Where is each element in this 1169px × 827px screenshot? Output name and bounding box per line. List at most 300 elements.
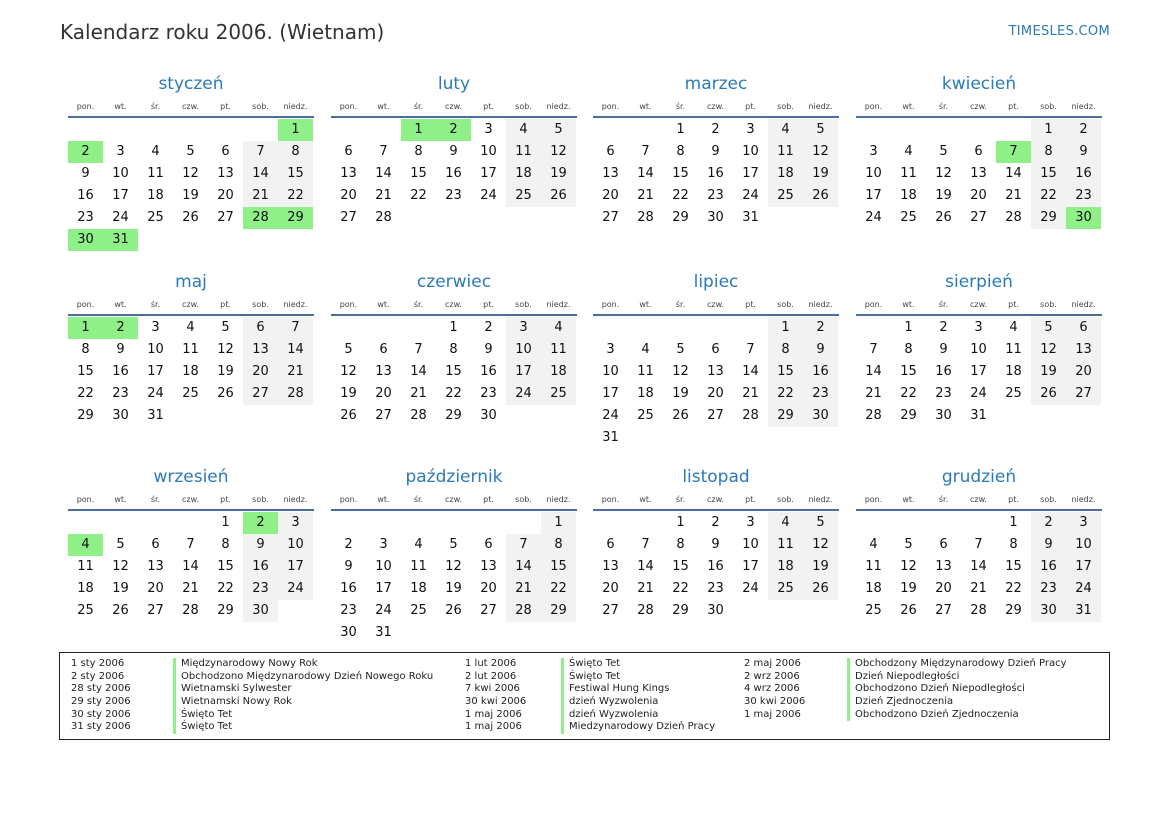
day-cell: 25 — [410, 603, 427, 618]
day-cell: 2 — [939, 320, 948, 335]
day-cell: 30 — [243, 600, 278, 622]
day-cell: 14 — [182, 559, 199, 574]
day-cell: 17 — [480, 166, 497, 181]
day-cell: 6 — [484, 537, 493, 552]
day-cell: 14 — [1005, 166, 1022, 181]
day-cell: 6 — [606, 537, 615, 552]
day-cell: 13 — [217, 166, 234, 181]
day-grid — [593, 317, 839, 449]
day-cell: 21 — [1005, 188, 1022, 203]
day-cell: 2 — [344, 537, 353, 552]
day-cell: 27 — [1066, 383, 1101, 405]
day-cell: 8 — [768, 339, 803, 361]
day-cell: 13 — [935, 559, 952, 574]
day-cell: 5 — [803, 512, 838, 534]
day-cell: 28 — [506, 600, 541, 622]
legend-date: 1 sty 2006 — [71, 658, 125, 669]
weekday-label: pt. — [483, 300, 494, 309]
day-cell: 20 — [243, 361, 278, 383]
day-cell: 7 — [746, 342, 755, 357]
header-rule — [331, 509, 577, 511]
day-cell: 16 — [1066, 163, 1101, 185]
day-cell: 3 — [606, 342, 615, 357]
day-cell: 24 — [480, 188, 497, 203]
day-cell: 27 — [375, 408, 392, 423]
day-cell: 30 — [707, 210, 724, 225]
day-cell: 23 — [707, 188, 724, 203]
brand-link[interactable]: TIMESLES.COM — [1008, 24, 1110, 39]
legend-date: 30 kwi 2006 — [744, 696, 806, 708]
day-grid — [68, 119, 314, 251]
day-cell: 12 — [1031, 339, 1066, 361]
day-cell: 13 — [480, 559, 497, 574]
day-cell: 12 — [445, 559, 462, 574]
day-cell: 28 — [865, 408, 882, 423]
day-cell: 24 — [970, 386, 987, 401]
day-cell: 15 — [768, 361, 803, 383]
day-cell: 17 — [742, 166, 759, 181]
day-cell: 14 — [637, 559, 654, 574]
day-cell: 12 — [803, 141, 838, 163]
holiday-day-cell: 2 — [436, 119, 471, 141]
empty-day-cell — [628, 317, 663, 339]
day-cell: 16 — [77, 188, 94, 203]
legend-holiday-name: Obchodzono Dzień Niepodległości — [847, 683, 1067, 696]
holiday-day-cell: 2 — [243, 512, 278, 534]
empty-day-cell — [173, 119, 208, 141]
day-cell: 20 — [480, 581, 497, 596]
day-cell: 25 — [182, 386, 199, 401]
day-cell: 10 — [1066, 534, 1101, 556]
day-grid — [68, 512, 314, 622]
day-cell: 16 — [445, 166, 462, 181]
empty-day-cell — [663, 317, 698, 339]
day-cell: 26 — [445, 603, 462, 618]
day-cell: 22 — [410, 188, 427, 203]
day-cell: 24 — [742, 188, 759, 203]
day-cell: 3 — [116, 144, 125, 159]
weekday-label: niedz. — [1071, 300, 1096, 309]
day-cell: 23 — [445, 188, 462, 203]
day-cell: 8 — [278, 141, 313, 163]
day-cell: 29 — [541, 600, 576, 622]
day-cell: 1 — [541, 512, 576, 534]
day-cell: 30 — [935, 408, 952, 423]
day-cell: 17 — [865, 188, 882, 203]
empty-day-cell — [593, 317, 628, 339]
day-cell: 16 — [112, 364, 129, 379]
day-cell: 6 — [243, 317, 278, 339]
weekday-label: pt. — [1008, 102, 1019, 111]
day-cell: 19 — [340, 386, 357, 401]
weekday-header — [68, 98, 314, 116]
empty-day-cell — [243, 119, 278, 141]
weekday-label: wt. — [639, 300, 652, 309]
day-cell: 11 — [147, 166, 164, 181]
day-cell: 3 — [746, 515, 755, 530]
holiday-day-cell: 30 — [68, 229, 103, 251]
day-cell: 2 — [711, 515, 720, 530]
day-grid — [68, 317, 314, 427]
day-cell: 25 — [77, 603, 94, 618]
month-name: czerwiec — [416, 272, 492, 292]
day-cell: 28 — [970, 603, 987, 618]
day-cell: 11 — [637, 364, 654, 379]
day-cell: 21 — [182, 581, 199, 596]
empty-day-cell — [331, 317, 366, 339]
day-cell: 31 — [1066, 600, 1101, 622]
weekday-label: pt. — [745, 495, 756, 504]
day-cell: 6 — [939, 537, 948, 552]
day-cell: 3 — [1066, 512, 1101, 534]
day-cell: 8 — [541, 534, 576, 556]
day-cell: 19 — [1031, 361, 1066, 383]
day-cell: 5 — [186, 144, 195, 159]
weekday-label: wt. — [902, 300, 915, 309]
day-cell: 15 — [217, 559, 234, 574]
day-cell: 22 — [768, 383, 803, 405]
empty-day-cell — [891, 512, 926, 534]
day-cell: 17 — [112, 188, 129, 203]
day-cell: 17 — [506, 361, 541, 383]
day-cell: 26 — [900, 603, 917, 618]
day-cell: 5 — [344, 342, 353, 357]
empty-day-cell — [698, 317, 733, 339]
day-cell: 19 — [541, 163, 576, 185]
day-cell: 1 — [449, 320, 458, 335]
day-cell: 24 — [742, 581, 759, 596]
day-cell: 14 — [506, 556, 541, 578]
day-cell: 4 — [414, 537, 423, 552]
day-cell: 8 — [1009, 537, 1018, 552]
weekday-label: wt. — [114, 495, 127, 504]
day-cell: 28 — [182, 603, 199, 618]
day-cell: 18 — [410, 581, 427, 596]
day-cell: 10 — [742, 537, 759, 552]
day-cell: 21 — [375, 188, 392, 203]
day-cell: 30 — [803, 405, 838, 427]
day-cell: 8 — [81, 342, 90, 357]
weekday-label: czw. — [445, 495, 462, 504]
day-cell: 4 — [506, 119, 541, 141]
day-cell: 5 — [939, 144, 948, 159]
day-cell: 6 — [606, 144, 615, 159]
empty-day-cell — [366, 119, 401, 141]
day-cell: 18 — [637, 386, 654, 401]
weekday-label: pt. — [220, 102, 231, 111]
day-cell: 17 — [1066, 556, 1101, 578]
day-cell: 17 — [602, 386, 619, 401]
weekday-label: pon. — [601, 495, 620, 504]
day-cell: 23 — [935, 386, 952, 401]
weekday-label: niedz. — [283, 495, 308, 504]
day-cell: 26 — [217, 386, 234, 401]
day-cell: 6 — [974, 144, 983, 159]
month-block — [593, 72, 839, 229]
month-name: marzec — [684, 74, 748, 94]
weekday-label: czw. — [970, 495, 987, 504]
weekday-label: śr. — [675, 495, 686, 504]
day-cell: 18 — [506, 163, 541, 185]
legend-holiday-name: Obchodzono Międzynarodowy Dzień Nowego Roku — [173, 671, 433, 684]
day-cell: 29 — [1005, 603, 1022, 618]
day-cell: 19 — [672, 386, 689, 401]
day-cell: 27 — [340, 210, 357, 225]
day-cell: 17 — [278, 556, 313, 578]
day-cell: 1 — [904, 320, 913, 335]
day-cell: 25 — [865, 603, 882, 618]
empty-day-cell — [366, 317, 401, 339]
day-cell: 20 — [602, 188, 619, 203]
day-cell: 1 — [1009, 515, 1018, 530]
weekday-label: sob. — [777, 102, 794, 111]
empty-day-cell — [401, 512, 436, 534]
day-cell: 6 — [344, 144, 353, 159]
day-cell: 30 — [112, 408, 129, 423]
day-cell: 22 — [900, 386, 917, 401]
day-cell: 7 — [641, 144, 650, 159]
day-cell: 24 — [1066, 578, 1101, 600]
legend-date: 30 kwi 2006 — [465, 696, 527, 708]
legend-date: 31 sty 2006 — [71, 721, 131, 733]
day-cell: 15 — [672, 559, 689, 574]
weekday-label: czw. — [970, 102, 987, 111]
weekday-label: niedz. — [808, 300, 833, 309]
day-cell: 23 — [77, 210, 94, 225]
holiday-day-cell: 28 — [243, 207, 278, 229]
day-cell: 22 — [217, 581, 234, 596]
month-block — [331, 72, 577, 229]
day-cell: 27 — [602, 210, 619, 225]
day-cell: 3 — [151, 320, 160, 335]
day-cell: 18 — [1005, 364, 1022, 379]
day-cell: 28 — [278, 383, 313, 405]
day-cell: 3 — [278, 512, 313, 534]
day-cell: 11 — [410, 559, 427, 574]
day-cell: 17 — [147, 364, 164, 379]
holiday-day-cell: 1 — [278, 119, 313, 141]
weekday-label: śr. — [150, 300, 161, 309]
empty-day-cell — [628, 119, 663, 141]
day-cell: 21 — [865, 386, 882, 401]
day-cell: 20 — [217, 188, 234, 203]
weekday-label: wt. — [114, 102, 127, 111]
day-cell: 2 — [1066, 119, 1101, 141]
day-cell: 12 — [112, 559, 129, 574]
legend-date: 30 sty 2006 — [71, 708, 131, 720]
day-cell: 14 — [637, 166, 654, 181]
legend-holiday-name: Święto Tet — [561, 671, 715, 684]
day-cell: 12 — [935, 166, 952, 181]
weekday-label: śr. — [938, 300, 949, 309]
day-cell: 15 — [900, 364, 917, 379]
day-cell: 16 — [1031, 556, 1066, 578]
day-cell: 27 — [970, 210, 987, 225]
day-cell: 14 — [865, 364, 882, 379]
day-cell: 31 — [147, 408, 164, 423]
holiday-day-cell: 7 — [996, 141, 1031, 163]
weekday-label: wt. — [377, 495, 390, 504]
legend-date: 1 maj 2006 — [465, 708, 522, 720]
weekday-label: pt. — [745, 102, 756, 111]
month-block — [856, 465, 1102, 622]
day-cell: 18 — [768, 556, 803, 578]
day-cell: 4 — [768, 512, 803, 534]
month-name: listopad — [682, 467, 750, 487]
day-cell: 20 — [1066, 361, 1101, 383]
empty-day-cell — [68, 512, 103, 534]
legend-holiday-name: Międzynarodowy Nowy Rok — [173, 658, 433, 671]
header-rule — [856, 116, 1102, 118]
day-cell: 8 — [1031, 141, 1066, 163]
day-cell: 24 — [112, 210, 129, 225]
weekday-label: śr. — [413, 300, 424, 309]
empty-day-cell — [856, 317, 891, 339]
day-cell: 19 — [803, 556, 838, 578]
legend-holiday-name: dzień Wyzwolenia — [561, 696, 715, 709]
legend-names-col-2 — [561, 658, 715, 734]
day-cell: 1 — [768, 317, 803, 339]
weekday-label: niedz. — [1071, 495, 1096, 504]
empty-day-cell — [856, 119, 891, 141]
day-cell: 15 — [1031, 163, 1066, 185]
day-cell: 26 — [803, 578, 838, 600]
legend-holiday-name: Obchodzony Międzynarodowy Dzień Pracy — [847, 658, 1067, 671]
header-rule — [68, 314, 314, 316]
day-cell: 18 — [147, 188, 164, 203]
day-cell: 25 — [768, 578, 803, 600]
empty-day-cell — [366, 512, 401, 534]
day-cell: 30 — [340, 625, 357, 640]
day-cell: 23 — [1066, 185, 1101, 207]
day-cell: 6 — [711, 342, 720, 357]
empty-day-cell — [628, 512, 663, 534]
day-cell: 5 — [676, 342, 685, 357]
day-grid — [331, 512, 577, 644]
day-grid — [593, 512, 839, 622]
day-grid — [331, 317, 577, 427]
day-cell: 26 — [935, 210, 952, 225]
day-cell: 4 — [768, 119, 803, 141]
weekday-label: śr. — [675, 300, 686, 309]
day-cell: 9 — [243, 534, 278, 556]
day-cell: 27 — [217, 210, 234, 225]
empty-day-cell — [961, 512, 996, 534]
day-cell: 18 — [182, 364, 199, 379]
holiday-day-cell: 31 — [103, 229, 138, 251]
day-cell: 3 — [379, 537, 388, 552]
empty-day-cell — [68, 119, 103, 141]
empty-day-cell — [593, 119, 628, 141]
weekday-header — [331, 296, 577, 314]
weekday-label: wt. — [114, 300, 127, 309]
day-grid — [593, 119, 839, 229]
month-name: maj — [175, 272, 207, 292]
day-cell: 22 — [1005, 581, 1022, 596]
weekday-header — [331, 98, 577, 116]
day-cell: 7 — [278, 317, 313, 339]
day-cell: 27 — [602, 603, 619, 618]
day-cell: 15 — [672, 166, 689, 181]
empty-day-cell — [593, 512, 628, 534]
weekday-header — [68, 296, 314, 314]
day-cell: 10 — [865, 166, 882, 181]
day-cell: 28 — [410, 408, 427, 423]
day-cell: 8 — [221, 537, 230, 552]
day-cell: 3 — [506, 317, 541, 339]
day-cell: 11 — [77, 559, 94, 574]
day-cell: 8 — [449, 342, 458, 357]
day-cell: 12 — [182, 166, 199, 181]
weekday-header — [593, 98, 839, 116]
weekday-label: czw. — [182, 300, 199, 309]
day-cell: 11 — [768, 141, 803, 163]
weekday-label: wt. — [639, 495, 652, 504]
day-cell: 31 — [970, 408, 987, 423]
day-cell: 5 — [116, 537, 125, 552]
day-cell: 25 — [506, 185, 541, 207]
day-cell: 15 — [410, 166, 427, 181]
header-rule — [68, 116, 314, 118]
empty-day-cell — [733, 317, 768, 339]
day-cell: 29 — [672, 210, 689, 225]
header-rule — [856, 314, 1102, 316]
month-block — [856, 72, 1102, 229]
legend-holiday-name: Święto Tet — [173, 721, 433, 734]
day-cell: 13 — [602, 559, 619, 574]
weekday-label: pt. — [483, 102, 494, 111]
legend-dates-col-1 — [71, 658, 131, 734]
day-cell: 16 — [707, 166, 724, 181]
day-cell: 2 — [803, 317, 838, 339]
day-cell: 25 — [147, 210, 164, 225]
day-cell: 2 — [711, 122, 720, 137]
day-cell: 18 — [77, 581, 94, 596]
day-cell: 28 — [375, 210, 392, 225]
weekday-label: niedz. — [546, 300, 571, 309]
day-cell: 19 — [803, 163, 838, 185]
day-cell: 16 — [480, 364, 497, 379]
legend-date: 2 sty 2006 — [71, 670, 125, 682]
empty-day-cell — [138, 119, 173, 141]
empty-day-cell — [331, 119, 366, 141]
day-cell: 20 — [970, 188, 987, 203]
day-cell: 10 — [506, 339, 541, 361]
weekday-label: niedz. — [283, 102, 308, 111]
day-cell: 5 — [1031, 317, 1066, 339]
day-cell: 14 — [278, 339, 313, 361]
day-cell: 22 — [445, 386, 462, 401]
day-grid — [856, 512, 1102, 622]
empty-day-cell — [173, 512, 208, 534]
weekday-label: pt. — [220, 300, 231, 309]
day-cell: 22 — [672, 188, 689, 203]
day-cell: 22 — [541, 578, 576, 600]
day-cell: 5 — [803, 119, 838, 141]
day-cell: 19 — [217, 364, 234, 379]
weekday-label: pt. — [1008, 300, 1019, 309]
day-cell: 8 — [414, 144, 423, 159]
day-cell: 22 — [278, 185, 313, 207]
legend-date: 2 lut 2006 — [465, 670, 517, 682]
day-cell: 7 — [414, 342, 423, 357]
day-cell: 11 — [900, 166, 917, 181]
day-cell: 3 — [869, 144, 878, 159]
holiday-day-cell: 2 — [103, 317, 138, 339]
day-cell: 14 — [243, 163, 278, 185]
day-cell: 29 — [672, 603, 689, 618]
month-name: grudzień — [941, 467, 1017, 487]
